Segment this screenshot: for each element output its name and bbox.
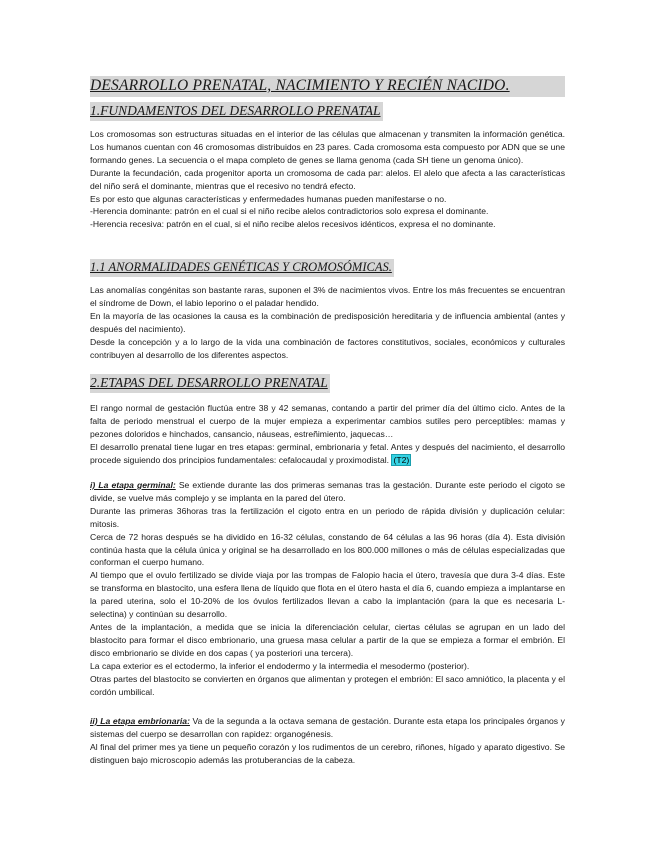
paragraph: Durante la fecundación, cada progenitor aporta un cromosoma de cada par: alelos. El alelo que afecta a las características del niño será el dominante, mientras que el recesivo no tendrá efecto. <box>90 167 565 191</box>
stages-text: El desarrollo prenatal tiene lugar en tres etapas: germinal, embrionaria y fetal. Antes y después del nacimiento, el desarrollo procede siguiendo dos principios fundamentales: cefalocaudal y proximodistal. <box>90 441 565 465</box>
section-2-body <box>90 402 565 467</box>
t2-tag: (T2) <box>393 454 410 465</box>
paragraph: Al final del primer mes ya tiene un pequeño corazón y los rudimentos de un cerebro, riñones, hígado y aparato digestivo. Se distinguen bajo microscopio además las protuberancias de la cabeza. <box>90 741 565 765</box>
paragraph: Antes de la implantación, a medida que se inicia la diferenciación celular, ciertas células se agrupan en un lado del blastocito para formar el disco embrionario, una gruesa masa celular a partir de la que se empieza a formar el embrión. El disco embrionario se divide en dos capas ( ya posteriori una tercera). <box>90 621 565 658</box>
paragraph: -Herencia dominante: patrón en el cual si el niño recibe alelos contradictorios solo expresa el dominante. <box>90 206 489 217</box>
germinal-stage-body <box>90 479 565 698</box>
paragraph: Durante las primeras 36horas tras la fertilización el cigoto entra en un periodo de rápida división y duplicación celular: mitosis. <box>90 505 565 529</box>
paragraph: En la mayoría de las ocasiones la causa es la combinación de predisposición hereditaria y de influencia ambiental (antes y después del nacimiento). <box>90 310 565 334</box>
paragraph: Al tiempo que el ovulo fertilizado se divide viaja por las trompas de Falopio hacia el útero, travesía que dura 3-4 días. Este se transforma en blastocito, una esfera llena de líquido que flota en el útero hasta el día 6, cuando empieza a implantarse en la pared uterina, solo el 10-20% de los óvulos fertilizados llevan a cabo la implantación (para la que es necesaria L-selectina) y continúan su desarrollo. <box>90 570 565 620</box>
paragraph: Desde la concepción y a lo largo de la vida una combinación de factores constitutivos, sociales, económicos y culturales contribuyen al desarrollo de los diferentes aspectos. <box>90 336 565 360</box>
paragraph: Otras partes del blastocito se convierten en órganos que alimentan y protegen el embrión: El saco amniótico, la placenta y el cordón umbilical. <box>90 673 565 697</box>
section-1-body <box>90 128 565 231</box>
paragraph <box>90 441 565 467</box>
embryonic-stage-intro: Va de la segunda a la octava semana de gestación. Durante esta etapa los principales órganos y sistemas del cuerpo se desarrollan con rapidez: organogénesis. <box>90 716 565 739</box>
paragraph <box>90 479 565 505</box>
embryonic-stage-label: ii) La etapa embrionaria: <box>90 716 190 726</box>
section-2-heading: 2.ETAPAS DEL DESARROLLO PRENATAL <box>90 374 330 393</box>
paragraph: La capa exterior es el ectodermo, la inferior el endodermo y la intermedia el mesodermo (posterior). <box>90 660 470 671</box>
section-1-1-heading: 1.1 ANORMALIDADES GENÉTICAS Y CROMOSÓMICAS. <box>90 259 394 277</box>
paragraph: Los cromosomas son estructuras situadas en el interior de las células que almacenan y transmiten la información genética. Los humanos cuentan con 46 cromosomas distribuidos en 23 pares. Cada cromosoma esta compuesto por ADN que se une formando genes. La secuencia o el mapa completo de genes se llama genoma (cada SH tiene un genoma único). <box>90 129 565 165</box>
section-1-heading: 1.FUNDAMENTOS DEL DESARROLLO PRENATAL <box>90 102 383 121</box>
document-title: DESARROLLO PRENATAL, NACIMIENTO Y RECIÉN NACIDO. <box>90 76 565 97</box>
paragraph <box>90 715 565 741</box>
paragraph: -Herencia recesiva: patrón en el cual, si el niño recibe alelos recesivos idénticos, expresa el no dominante. <box>90 219 496 230</box>
paragraph: Es por esto que algunas características y enfermedades humanas pueden manifestarse o no. <box>90 193 447 204</box>
paragraph: Las anomalías congénitas son bastante raras, suponen el 3% de nacimientos vivos. Entre los más frecuentes se encuentran el síndrome de Down, el labio leporino o el paladar hendido. <box>90 285 565 308</box>
paragraph: El rango normal de gestación fluctúa entre 38 y 42 semanas, contando a partir del primer día del último ciclo. Antes de la falta de periodo menstrual el cuerpo de la mujer empieza a experimentar cambios sutiles pero perceptibles: mamas y pezones doloridos e hinchados, cansancio, náuseas, estreñimiento, jaquecas… <box>90 403 565 439</box>
paragraph: Cerca de 72 horas después se ha dividido en 16-32 células, constando de 64 células a las 96 horas (día 4). Esta división continúa hasta que la célula única y original se ha desarrollado en los 800.000 millones o más de células especializadas que conforman el cuerpo humano. <box>90 531 565 568</box>
embryonic-stage-body <box>90 715 565 767</box>
germinal-stage-label: i) La etapa germinal: <box>90 480 176 490</box>
section-1-1-body <box>90 284 565 361</box>
germinal-stage-intro: Se extiende durante las dos primeras semanas tras la gestación. Durante este periodo el cigoto se divide, se vuelve más complejo y se implanta en la pared del útero. <box>90 480 565 503</box>
